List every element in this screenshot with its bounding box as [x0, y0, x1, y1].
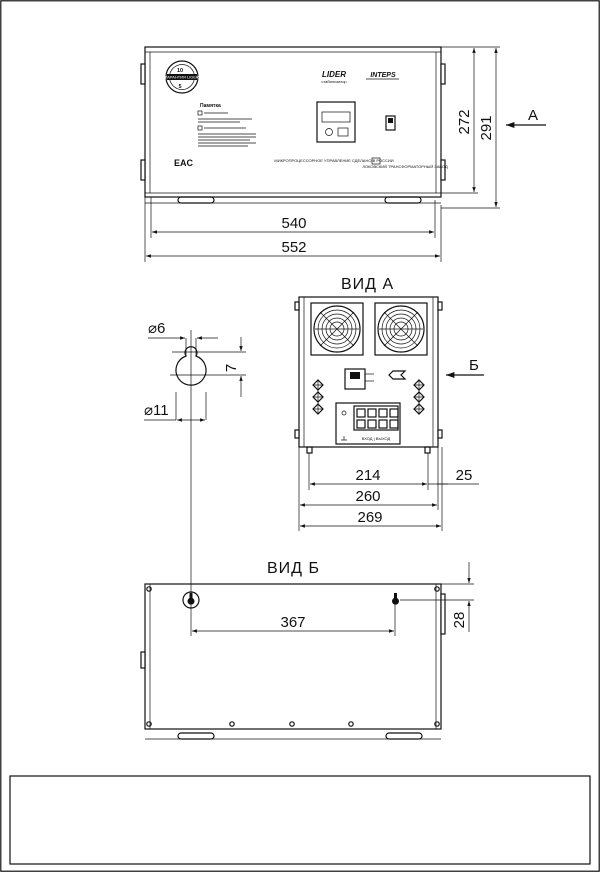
dim-260: 260: [355, 488, 381, 505]
dim-540: 540: [281, 215, 307, 232]
view-a: [295, 297, 442, 453]
dia-11: ⌀11: [144, 402, 169, 419]
logo-text: INTEPS: [370, 72, 396, 79]
front-panel: [145, 47, 441, 197]
view-b-arrow-label: Б: [469, 357, 479, 374]
breaker: [345, 369, 374, 389]
vent-left: [313, 380, 323, 414]
dim-7: 7: [223, 363, 240, 373]
warranty-text: ГАРАНТИЯ LIDER: [165, 74, 199, 80]
control-display: [317, 102, 355, 142]
connector: [389, 371, 405, 379]
dim-291: 291: [478, 115, 495, 141]
view-a-arrow-label: А: [528, 107, 539, 124]
warranty-bottom: 5: [178, 84, 182, 90]
vent-right: [414, 380, 424, 414]
dim-272: 272: [456, 109, 473, 135]
dim-28: 28: [451, 611, 468, 629]
mount-keyhole-right: [392, 593, 399, 605]
terminal-label: ВХОД | ВЫХОД: [361, 436, 391, 441]
dim-25: 25: [455, 467, 473, 484]
fan-right: [375, 303, 427, 355]
warranty-seal: [165, 61, 199, 93]
foot-right: [385, 197, 421, 203]
keyhole-detail: [144, 320, 246, 612]
mount-keyhole-left: [188, 593, 195, 605]
dim-214: 214: [355, 467, 381, 484]
dia-6: ⌀6: [148, 320, 166, 337]
rear-panel: [145, 584, 441, 729]
sheet-border: [1, 1, 599, 871]
brand-sub: стабилизатор: [321, 79, 347, 84]
eac-mark: EAC: [174, 158, 194, 168]
terminal-block: [336, 403, 400, 444]
view-a-arrow: [506, 107, 546, 125]
fan-left: [311, 303, 363, 355]
dim-367: 367: [280, 614, 306, 631]
factory-label: ЛОКОВСКИЙ ТРАНСФОРМАТОРНЫЙ ЗАВОД: [362, 164, 448, 169]
view-b: [141, 584, 445, 739]
power-switch: [386, 116, 395, 130]
front-view: [141, 47, 448, 203]
warranty-top: 10: [176, 68, 184, 74]
view-b-dimensions: [191, 562, 474, 636]
legend-title: Памятка: [200, 103, 221, 109]
dim-552: 552: [281, 239, 307, 256]
dim-269: 269: [357, 509, 383, 526]
title-block: [10, 776, 590, 864]
brand-label: LIDER: [322, 70, 346, 79]
view-a-dimensions: [299, 447, 479, 531]
view-b-title: ВИД Б: [267, 560, 320, 577]
view-b-arrow: [446, 357, 484, 375]
foot-left: [178, 197, 214, 203]
view-a-title: ВИД А: [341, 276, 395, 293]
legend-block: [198, 103, 256, 146]
processor-label: МИКРОПРОЦЕССОРНОЕ УПРАВЛЕНИЕ СДЕЛАНО В РОССИИ: [274, 158, 394, 163]
